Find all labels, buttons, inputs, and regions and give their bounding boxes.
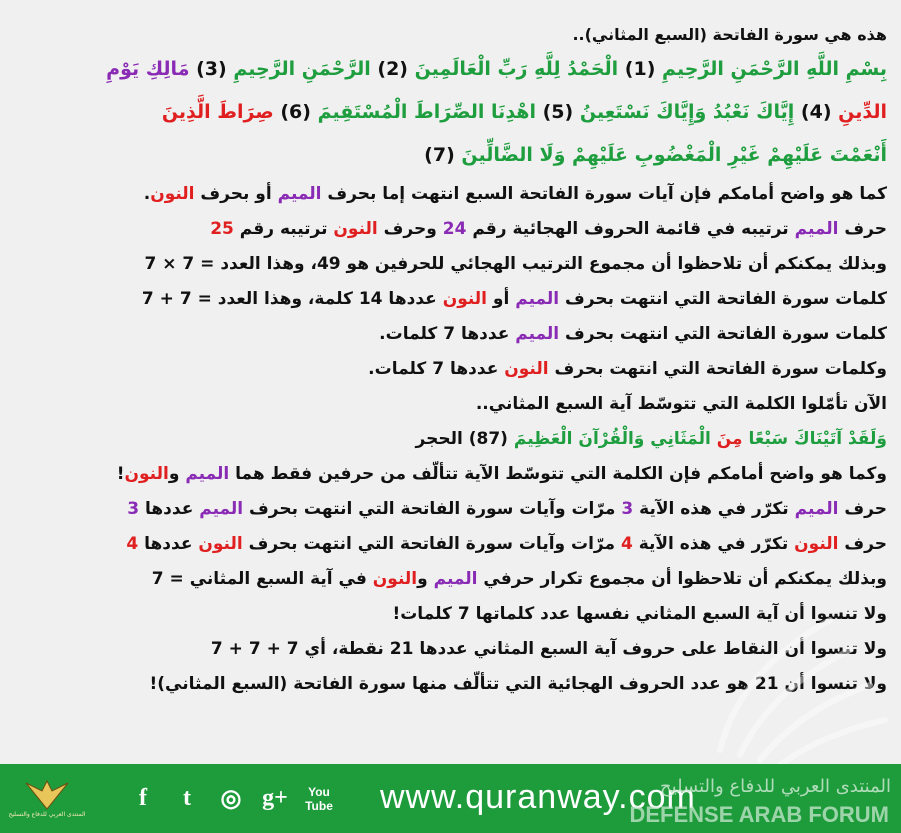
forum-logo	[8, 770, 86, 828]
text-line-17: ولا تنسوا أن آية السبع المثاني نفسها عدد كلماتها 7 كلمات!	[392, 604, 887, 624]
site-url-link[interactable]: www.quranway.com	[380, 778, 696, 816]
text-line-16: وبذلك يمكنكم أن تلاحظوا أن مجموع تكرار حرفي الميم والنون في آية السبع المثاني = 7	[151, 569, 887, 589]
fatiha-verse-line-3: أَنْعَمْتَ عَلَيْهِمْ غَيْرِ الْمَغْضُوبِ عَلَيْهِمْ وَلَا الضَّالِّينَ (7)	[424, 144, 887, 166]
eagle-wings-icon	[680, 610, 895, 770]
text-line-10: وكلمات سورة الفاتحة التي انتهت بحرف النون عددها 7 كلمات.	[368, 359, 887, 379]
fatiha-verse-line-1: بِسْمِ اللَّهِ الرَّحْمَنِ الرَّحِيمِ (1) الْحَمْدُ لِلَّهِ رَبِّ الْعَالَمِينَ (2) الرَّحْمَنِ الرَّحِيمِ (3) مَالِكِ يَوْمِ	[106, 58, 887, 80]
instagram-icon[interactable]: ◎	[220, 786, 242, 812]
twitter-icon[interactable]: t	[183, 785, 191, 811]
fatiha-verse-line-2: الدِّينِ (4) إِيَّاكَ نَعْبُدُ وَإِيَّاكَ نَسْتَعِينُ (5) اهْدِنَا الصِّرَاطَ الْمُسْتَقِيمَ (6) صِرَاطَ الَّذِينَ	[161, 101, 887, 123]
article-text	[12, 22, 887, 702]
forum-logo-text: المنتدى العربي للدفاع والتسليح	[8, 811, 86, 818]
social-links	[128, 784, 334, 813]
text-line-6: حرف الميم ترتيبه في قائمة الحروف الهجائية رقم 24 وحرف النون ترتيبه رقم 25	[210, 219, 887, 239]
watermark-english: DEFENSE ARAB FORUM	[629, 802, 889, 827]
text-line-5: كما هو واضح أمامكم فإن آيات سورة الفاتحة السبع انتهت إما بحرف الميم أو بحرف النون.	[143, 184, 887, 204]
hijr-verse-line: وَلَقَدْ آتَيْنَاكَ سَبْعًا مِنَ الْمَثَانِي وَالْقُرْآنَ الْعَظِيمَ (87) الحجر	[415, 429, 887, 449]
text-line-9: كلمات سورة الفاتحة التي انتهت بحرف الميم عددها 7 كلمات.	[379, 324, 887, 344]
text-line-13: وكما هو واضح أمامكم فإن الكلمة التي تتوسّط الآية تتألّف من حرفين فقط هما الميم والنون!	[116, 464, 887, 484]
text-line-7: وبذلك يمكنكم أن تلاحظوا أن مجموع الترتيب الهجائي للحرفين هو 49، وهذا العدد = 7 × 7	[144, 254, 887, 274]
text-line-14: حرف الميم تكرّر في هذه الآية 3 مرّات وآيات سورة الفاتحة التي انتهت بحرف الميم عددها 3	[127, 499, 887, 519]
text-line-15: حرف النون تكرّر في هذه الآية 4 مرّات وآيات سورة الفاتحة التي انتهت بحرف النون عددها 4	[126, 534, 887, 554]
text-line-19: ولا تنسوا أن 21 هو عدد الحروف الهجائية التي تتألّف منها سورة الفاتحة (السبع المثاني)!	[149, 674, 887, 694]
watermark-arabic: المنتدى العربي للدفاع والتسليح	[660, 776, 891, 797]
text-line-18: ولا تنسوا أن النقاط على حروف آية السبع المثاني عددها 21 نقطة، أي 7 + 7 + 7	[210, 639, 887, 659]
facebook-icon[interactable]: f	[139, 785, 147, 811]
eagle-emblem-icon	[24, 779, 70, 811]
text-line-8: كلمات سورة الفاتحة التي انتهت بحرف الميم أو النون عددها 14 كلمة، وهذا العدد = 7 + 7	[141, 289, 887, 309]
youtube-icon[interactable]: You Tube	[305, 784, 333, 813]
text-line-11: الآن تأمّلوا الكلمة التي تتوسّط آية السبع المثاني..	[475, 394, 887, 414]
google-plus-icon[interactable]: g+	[262, 785, 288, 811]
intro-line: هذه هي سورة الفاتحة (السبع المثاني)..	[572, 25, 887, 44]
